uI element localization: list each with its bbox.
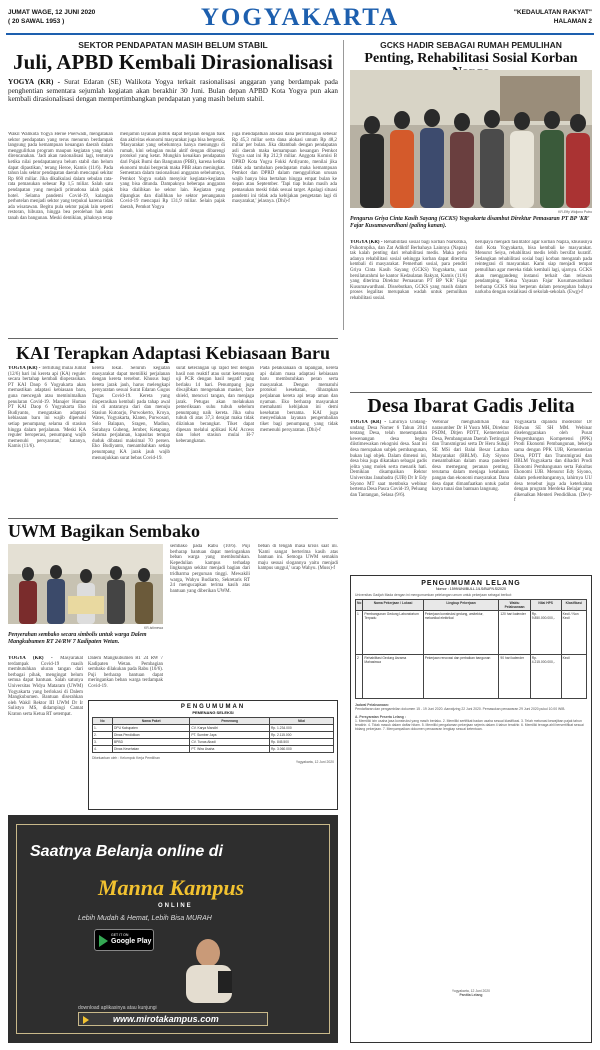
ad-url-label: download aplikasinya atau kunjungi	[78, 1005, 157, 1011]
tender-table	[355, 599, 587, 699]
cell: 1.	[93, 725, 113, 732]
story3-col1	[8, 366, 86, 514]
cell: Rp. 1.234.000	[269, 725, 333, 732]
story1-kicker: SEKTOR PENDAPATAN MASIH BELUM STABIL	[78, 40, 268, 50]
col-header: Nilai	[269, 718, 333, 725]
ad-photo	[158, 933, 253, 1003]
cell: Pembangunan Gedung Laboratorium Terpadu	[363, 611, 423, 655]
cell: CV. Karya Mandiri	[190, 725, 270, 732]
small-ann-footer: Dikeluarkan oleh : Kelompok Kerja Pemilihan	[92, 756, 160, 760]
col-header: Pemenang	[190, 718, 270, 725]
story1-lead-text: Surat Edaran (SE) Walikota Yogya terkait rasionalisasi anggaran yang berdampak pada penghentian sementara sejumlah kegiatan akan berakhir 30 Juni. Bulan depan APBD Kota Yogya pun akan kembali dirasionalisasi dengan mempertimbangkan pendapatan yang masih belum stabil.	[8, 78, 338, 104]
schedule-text: Pendaftaran dan pengambilan dokumen 15 - 19 Juni 2020. Aanwijzing 22 Juni 2020. Pemasukan penawaran 29 Juni 2020 pukul 10.00 WIB.	[355, 707, 566, 711]
table-row	[93, 739, 334, 746]
col-header: Lingkup Pekerjaan	[423, 600, 499, 611]
section-rule	[8, 518, 338, 519]
cell: Kecil	[561, 655, 586, 699]
cell: Rp. 9.850.000.000,-	[530, 611, 561, 655]
masthead-rule	[6, 33, 594, 35]
ad-slogan: Lebih Mudah & Hemat, Lebih Bisa MURAH	[78, 915, 212, 922]
story3-col3: surat keterangan uji rapid test dengan hasil non reaktif atau surat keterangan uji PCR dengan hasil negatif yang berlaku 14 hari. Penumpang juga diwajibkan mengenakan masker, face shield, mencuci tangan, dan menjaga jarak. Petugas akan melakukan pemeriksaan suhu tubuh sebelum penumpang naik kereta. Jika suhu tubuh di atas 37,3 derajat maka tidak diizinkan berangkat. Tiket dapat dipesan melalui aplikasi KAI Access dan loket stasiun mulai H-7 keberangkatan.	[176, 366, 254, 444]
cell: 2.	[93, 732, 113, 739]
story1-col2: menjamin layanan publik dapat berjalan dengan baik dan aktivitas ekonomi masyarakat juga bisa bergerak. 'Masyarakat yang sebelumnya hanya menunggu di rumah, kini sebagian mulai aktif dengan dibarengi protokol yang ketat. Mungkin kenaikan pendapatan dari Pajak Bumi dan Bangunan (PBB), karena ketika ekonomi mulai bergerak maka PBB akan meningkat. Sementara dalam rasionalisasi anggaran sebelumnya, Pemkot Yogya sudah menyisir kegiatan-kegiatan yang bisa ditunda. Dampaknya beberapa anggaran bisa dialihkan ke sektor lain. Kegiatan yang dipangkas dan dialihkan ke sektor penanganan Covid-19 mencapai Rp 131,9 miliar. Selain pajak daerah, Pemkot Yogya	[120, 132, 225, 210]
cell: 1	[356, 611, 363, 655]
page-number: HALAMAN 2	[553, 18, 592, 25]
cell: Pekerjaan renovasi dan perbaikan bangunan	[423, 655, 499, 699]
cell: 3.	[93, 739, 113, 746]
conditions-text: 1. Memiliki izin usaha jasa konstruksi yang masih berlaku. 2. Memiliki sertifikat badan usaha sesuai klasifikasi. 3. Telah melunasi kewajiban pajak tahun terakhir. 4. Tidak masuk dalam daftar hitam. 5. Memiliki pengalaman pekerjaan sejenis dalam 4 tahun terakhir. 6. Memiliki tenaga ahli bersertifikat sesuai bidang pekerjaan. 7. Menyampaikan dokumen penawaran lengkap sesuai ketentuan.	[355, 719, 584, 731]
url-arrow-icon	[83, 1016, 89, 1024]
cell: 120 hari kalender	[499, 611, 530, 655]
column-divider	[343, 40, 344, 330]
story2-dateline: YOGYA (KR) -	[350, 240, 383, 245]
cell: Rp. 4.215.000.000,-	[530, 655, 561, 699]
tender-announcement	[350, 575, 592, 1043]
small-ann-title: PENGUMUMAN	[180, 704, 246, 710]
story1-dateline: YOGYA (KR) -	[8, 78, 60, 86]
tender-place: Yogyakarta, 12 Juni 2020	[451, 989, 491, 993]
section-rule	[8, 338, 338, 339]
story5-dateline: YOGYA (KR) -	[8, 656, 53, 661]
cell: 4.	[93, 746, 113, 753]
cell: DPU Kabupaten	[112, 725, 189, 732]
cell: Kecil / Non Kecil	[561, 611, 586, 655]
col-header: Klasifikasi	[561, 600, 586, 611]
story2-photo-credit: KR-Effy Widjono Putro	[558, 210, 592, 214]
story5-col3: sembako pada Rabu (10/6). Puji berharap bantuan dapat meringankan beban warga yang membutuhkan. Kepedulian kampus terhadap lingkungan sekitar menjadi bagian dari tridharma perguruan tinggi. Mewakili warga, Wahyu Budiarto, Sekretaris RT 24 mengucapkan terima kasih atas bantuan yang diberikan UWM.	[170, 544, 250, 594]
col-header: Nama Pekerjaan / Lokasi	[363, 600, 423, 611]
story2-headline: Penting, Rehabilitasi Sosial Korban	[364, 51, 578, 66]
masthead-left	[8, 8, 95, 26]
cell: BPBD	[112, 739, 189, 746]
table-row	[93, 725, 334, 732]
cell: Rp. 845.500	[269, 739, 333, 746]
tender-number: Nomor : 1599/UNI/BULL.1/LS/BUP/LS/2020	[435, 587, 507, 591]
manna-kampus-ad[interactable]	[8, 815, 338, 1043]
schedule-label: Jadwal Pelaksanaan:	[355, 703, 389, 707]
cell: Dinas Kesehatan	[112, 746, 189, 753]
story1-col3: juga mendapatkan alokasi dana perimbangan sebesar Rp 45,3 miliar serta dana alokasi umum Rp 48,2 miliar per bulan. Jika ditambah dengan pendapatan asli daerah maka kemampuan keuangan Pemkot Yogya saat ini Rp 212,9 miliar. Anggota Komisi B DPRD Kota Yogya Fokki Ardiyanto, menilai jika tidak ada tambahan pendapatan maka kemampuan Pemkot dan DPRD dalam menggulirkan urusan wajib hanya bisa bertahan hingga empat bulan ke depan atau September. 'Tapi tiap bulan masih ada pemasukan meski tidak sesuai target. Apalagi situasi pandemi ini tidak ada kebijakan pengetatan lagi di masyarakat,' jelasnya. (Dhi)-f	[232, 132, 337, 205]
story1-col1: Wakil Walikota Yogya Heroe Poerwadi, mengatakan sektor pendapatan yang terus menurun berdampak langsung pada kemampuan keuangan daerah dalam menggulirkan program maupun kegiatan yang telah direncanakan. 'Jadi akan rasionalisasi lagi, tentunya ketika nilai pendapatannya belum stabil dan belum dapat dipastikan,' terang Heroe, Kamis (11/6). Pada tahun lalu sektor pendapatan daerah mencapai sekitar Rp 660 miliar. Jika dikalkulasi dalam sebulan rata-rata pemasukan sebesar Rp 1,5 miliar. Salah satu pendapatan yang menjadi primadona ialah pajak hotel. Selama pandemi Covid-19, kalangan perhotelan menjadi sektor yang terpukul karena tidak ada wisatawan. Begitu pula sektor pajak lain seperti restoran, hiburan, hingga bea perolehan hak atas tanah dan bangunan. Meski demikian, pihaknya tetap	[8, 132, 113, 221]
story5-headline: UWM Bagikan Sembako	[8, 521, 201, 541]
ad-url-box[interactable]	[78, 1012, 268, 1026]
cell: CV. Tunas Abadi	[190, 739, 270, 746]
table-row	[356, 611, 587, 655]
story5-col4: beban di tengah masa krisis saat ini. 'Kami sangat berterima kasih atas bantuan ini. Semoga UWM semakin maju sesuai slogannya yaitu menjadi kampus unggul,' ucap Wahyu. (Muss)-f	[258, 544, 338, 572]
tender-intro: Universitas Gadjah Mada dengan ini mengumumkan pelelangan umum untuk pekerjaan sebagai berikut:	[355, 593, 512, 597]
story3-dateline: YOGYA (KR) -	[8, 366, 41, 371]
story4-col1-text: Lahirnya Undang-undang Desa Nomer 6 Tahun 2014 tentang Desa, telah menempatkan kewenangan desa begitu diistimewakan rekognisi desa. Saat ini desa merupakan subjek pembangunan, bukan lagi objek. Dalam dimensi ini, desa bisa juga dikatakan sebagai gadis jelita yang molek serta menarik hati. Demikian disampaikan Rektor Universitas Janabadra (UJB) Dr Ir Edy Siyono MT saat membuka webinar bertema Desa Pasca Covid-19, Peluang dan Tantangan, Selasa (9/6).	[350, 420, 427, 498]
cell: 2	[356, 655, 363, 699]
col-header: No	[93, 718, 113, 725]
cell: Rp. 3.060.000	[269, 746, 333, 753]
uwm-photo	[8, 544, 163, 624]
story4-col1	[350, 420, 427, 570]
story2-kicker: GCKS HADIR SEBAGAI RUMAH PEMULIHAN	[380, 40, 562, 50]
newspaper-name: "KEDAULATAN RAKYAT"	[513, 9, 592, 16]
cell: Rp. 2.115.000	[269, 732, 333, 739]
small-ann-table	[92, 717, 334, 753]
masthead-right	[514, 8, 592, 26]
ad-brand: Manna Kampus	[98, 875, 245, 900]
story3-col4: Pada pelaksanaan di lapangan, kereta api dalam masa adaptasi kebiasaan baru membutuhkan peran serta masyarakat. Dengan mematuhi protokol kesehatan, diharapkan perjalanan kereta api tetap aman dan nyaman. Eko berharap masyarakat memahami kebijakan ini demi kesehatan bersama. KAI juga menyediakan layanan pengembalian tiket bagi penumpang yang tidak memenuhi persyaratan. (Dhi)-f	[260, 366, 338, 433]
cell: 90 hari kalender	[499, 655, 530, 699]
badge-store: Google Play	[111, 938, 152, 945]
small-announcement	[88, 700, 338, 810]
story1-headline: Juli, APBD Kembali Dirasionalisasi	[13, 50, 333, 74]
story5-caption: Penyerahan sembako secara simbolis untuk warga Dalem Mangkubumen RT 24/RW 7 Kadipaten Wetan.	[8, 632, 147, 645]
javanese-date: ( 20 SAWAL 1953 )	[8, 18, 65, 25]
section-title: YOGYAKARTA	[200, 4, 400, 31]
google-play-badge[interactable]	[94, 929, 154, 951]
table-row	[93, 746, 334, 753]
cell: Dinas Pendidikan	[112, 732, 189, 739]
play-store-icon	[99, 935, 108, 947]
story2-col2: berupaya menjadi fasilitator agar korban Napza, khususnya dari Kota Yogyakarta, bisa kembali ke masyarakat. Menurut Seiya, rehabilitasi medis lebih bersifat kuratif. Sedangkan rehabilitasi sosial bagi korban mengarah pada reintegrasi di masyarakat. Kami siap menjadi tempat pemulihan agar mereka tidak kembali lagi, ujarnya. GCKS akan menggandeng instansi terkait dan relawan pendamping. Ketua Yayasan Fajar Kusumawardhani berharap GCKS bisa berperan dalam pencegahan bahaya narkoba dengan sosialisasi di sekolah-sekolah. (Ewg)-f	[475, 240, 592, 296]
cell: Rehabilitasi Gedung Asrama Mahasiswa	[363, 655, 423, 699]
story4-headline: Desa Ibarat Gadis Jelita	[367, 395, 575, 417]
table-row	[356, 655, 587, 699]
cell: PT. Sumber Jaya	[190, 732, 270, 739]
col-header: Waktu Pelaksanaan	[499, 600, 530, 611]
story5-col1	[8, 656, 83, 778]
small-ann-subtitle: PEMENANG SELEKSI	[192, 710, 234, 715]
edition-date: JUMAT WAGE, 12 JUNI 2020	[8, 9, 96, 16]
ad-line1: Saatnya Belanja online di	[30, 843, 223, 860]
story5-photo-credit: KR-istimewa	[143, 626, 163, 630]
ad-brand-sub: ONLINE	[158, 903, 193, 909]
story5-col2: Dalem Mangkubumen RT 24 RW 7 Kadipaten Wetan. Pembagian sembako dilakukan pada Rabu (10/6). Puji berharap bantuan dapat meringankan beban warga terdampak Covid-19.	[88, 656, 163, 689]
col-header: No	[356, 600, 363, 611]
section-rule	[350, 392, 592, 393]
story4-dateline: YOGYA (KR) -	[350, 420, 386, 425]
col-header: Nilai HPS	[530, 600, 561, 611]
ad-url[interactable]: www.mirotakampus.com	[113, 1014, 219, 1024]
conditions-label: A. Persyaratan Peserta Lelang :	[355, 715, 406, 719]
story1-lead	[8, 78, 338, 104]
story3-headline: KAI Terapkan Adaptasi Kebiasaan Baru	[15, 343, 331, 363]
badge-label: GET IT ON	[111, 933, 129, 937]
table-row	[93, 732, 334, 739]
story4-col2: Webinar menghadirkan dua narasumber Dr H Yusra MH, Direktur PSDM, Ditjen PDTT, Kementerian Desa, Pembangunan Daerah Tertinggal dan Transmigrasi serta Dr Heru Suhaji SE MSi dari Balai Besar Latihan Masyarakat (BBLM). Edy Siyono menambahkan dalam masa pandemi desa memegang peranan penting, terutama dalam menjaga ketahanan pangan dan ekonomi masyarakat. Dana desa dapat dimanfaatkan untuk padat karya tunai dan bantuan langsung.	[432, 420, 509, 493]
story4-col3: Yogyakarta dipandu moderator Dr Ridwan SE SH MM. Webinar diselenggarakan oleh Pusat Pengembangan Kompetensi (PPK) Prodi Ekonomi Pembangunan, bekerja sama dengan PPK UJB, Kementerian Desa, PDTT dan Transmigrasi dan BBLM Yogyakarta dan dihadiri Prodi Ekonomi Pembangunan serta Fakultas Ekonomi UJB. Menurut Edy Siyono, dalam perkembangannya, lahirnya UU desa tersebut juga ada keterkaitan dengan program Merdeka Belajar yang dikenalkan Menteri Pendidikan. (Dev)-f	[514, 420, 592, 504]
cell: PT. Wira Usaha	[190, 746, 270, 753]
col-header: Nama Paket	[112, 718, 189, 725]
story2-col1-text: Rehabilitasi sosial bagi korban Narkotika, Psikotropika, dan Zat Adiktif Berbahaya Lainnya (Napza) tak kalah penting dari rehabilitasi medis. Maka perlu adanya rehabilitasi sosial sehingga korban dapat diterima kembali di masyarakat. Pemerhati sosial, para pendiri Griya Cinta Kasih Sayang (GCKS) Yogyakarta, saat bersilaturahmi ke kantor Kedaulatan Rakyat, Kamis (11/6) yang diterima Direktur Pemasaran PT BP 'KR' Fajar Kusumawardhani. Dissebutkan, GCKS yang masih dalam proses legalitas merupakan wadah untuk pemulihan rehabilitasi sosial.	[350, 240, 467, 301]
small-ann-signature: Yogyakarta, 12 Juni 2020	[295, 760, 334, 764]
tender-title: PENGUMUMAN LELANG	[421, 580, 521, 587]
story2-col1	[350, 240, 467, 388]
tender-signer: Panitia Lelang	[459, 993, 483, 997]
story5-col1-text: Masyarakat terdampak Covid-19 masih membutuhkan uluran tangan dari berbagai pihak, mengingat belum semua dapat bantuan. Salah satunya Universitas Widya Mataram (UWM) Yogyakarta yang berlokasi di Dalem Mangkubumen. Bantuan diserahkan oleh Wakil Rektor III UWM Dr Ir Sulistyo MS, didampingi Camat Kraton serta Ketua RT setempat.	[8, 656, 83, 717]
story2-caption: Pengurus Griya Cinta Kasih Sayang (GCKS) Yogyakarta disambut Direktur Pemasaran PT BP 'KR' Fajar Kusumawardhani (paling kanan).	[350, 216, 590, 229]
story3-col1-text: Terhitung mulai Jumat (12/6) hari ini kereta api (KA) reguler secara bertahap kembali dioperasikan. PT KAI Daop 6 Yogyakarta akan memastikan adaptasi kebiasaan baru, guna mencegah atau meminimalkan penularan Covid-19. Manajer Humas PT KAI Daop 6 Yogyakarta Eko Budiyanto, mengatakan adaptasi kebiasaan baru ini wajib dipenuhi setiap penumpang selama di stasiun hingga dalam perjalanan. 'Meski KA reguler beroperasi, penumpang wajib memenuhi persyaratan,' katanya, Kamis (11/6).	[8, 366, 86, 450]
cell: Pekerjaan konstruksi gedung, arsitektur, mekanikal elektrikal	[423, 611, 499, 655]
gcks-photo	[350, 70, 592, 208]
story3-col2: kereta lokal. Seluruh kegiatan masyarakat dapat memiliki perjalanan dengan kereta tersebut. Khusus bagi kereta jarak jauh, harus melengkapi persyaratan sesuai Surat Edaran Gugus Tugas Covid-19. Kereta yang dioperasikan kembali pada tahap awal ini di antaranya dari dan menuju Stasiun Kutoarjo, Purwokerto, Kroya, Wates, Yogyakarta, Klaten, Purwosari, Solo Balapan, Sragen, Madiun, Surabaya Gubeng, Jember, Ketapang. Selama perjalanan, kapasitas tempat duduk dibatasi maksimal 70 persen. Eko Budiyanto, menambahkan setiap penumpang KA jarak jauh wajib menunjukkan surat bebas Covid-19.	[92, 366, 170, 461]
